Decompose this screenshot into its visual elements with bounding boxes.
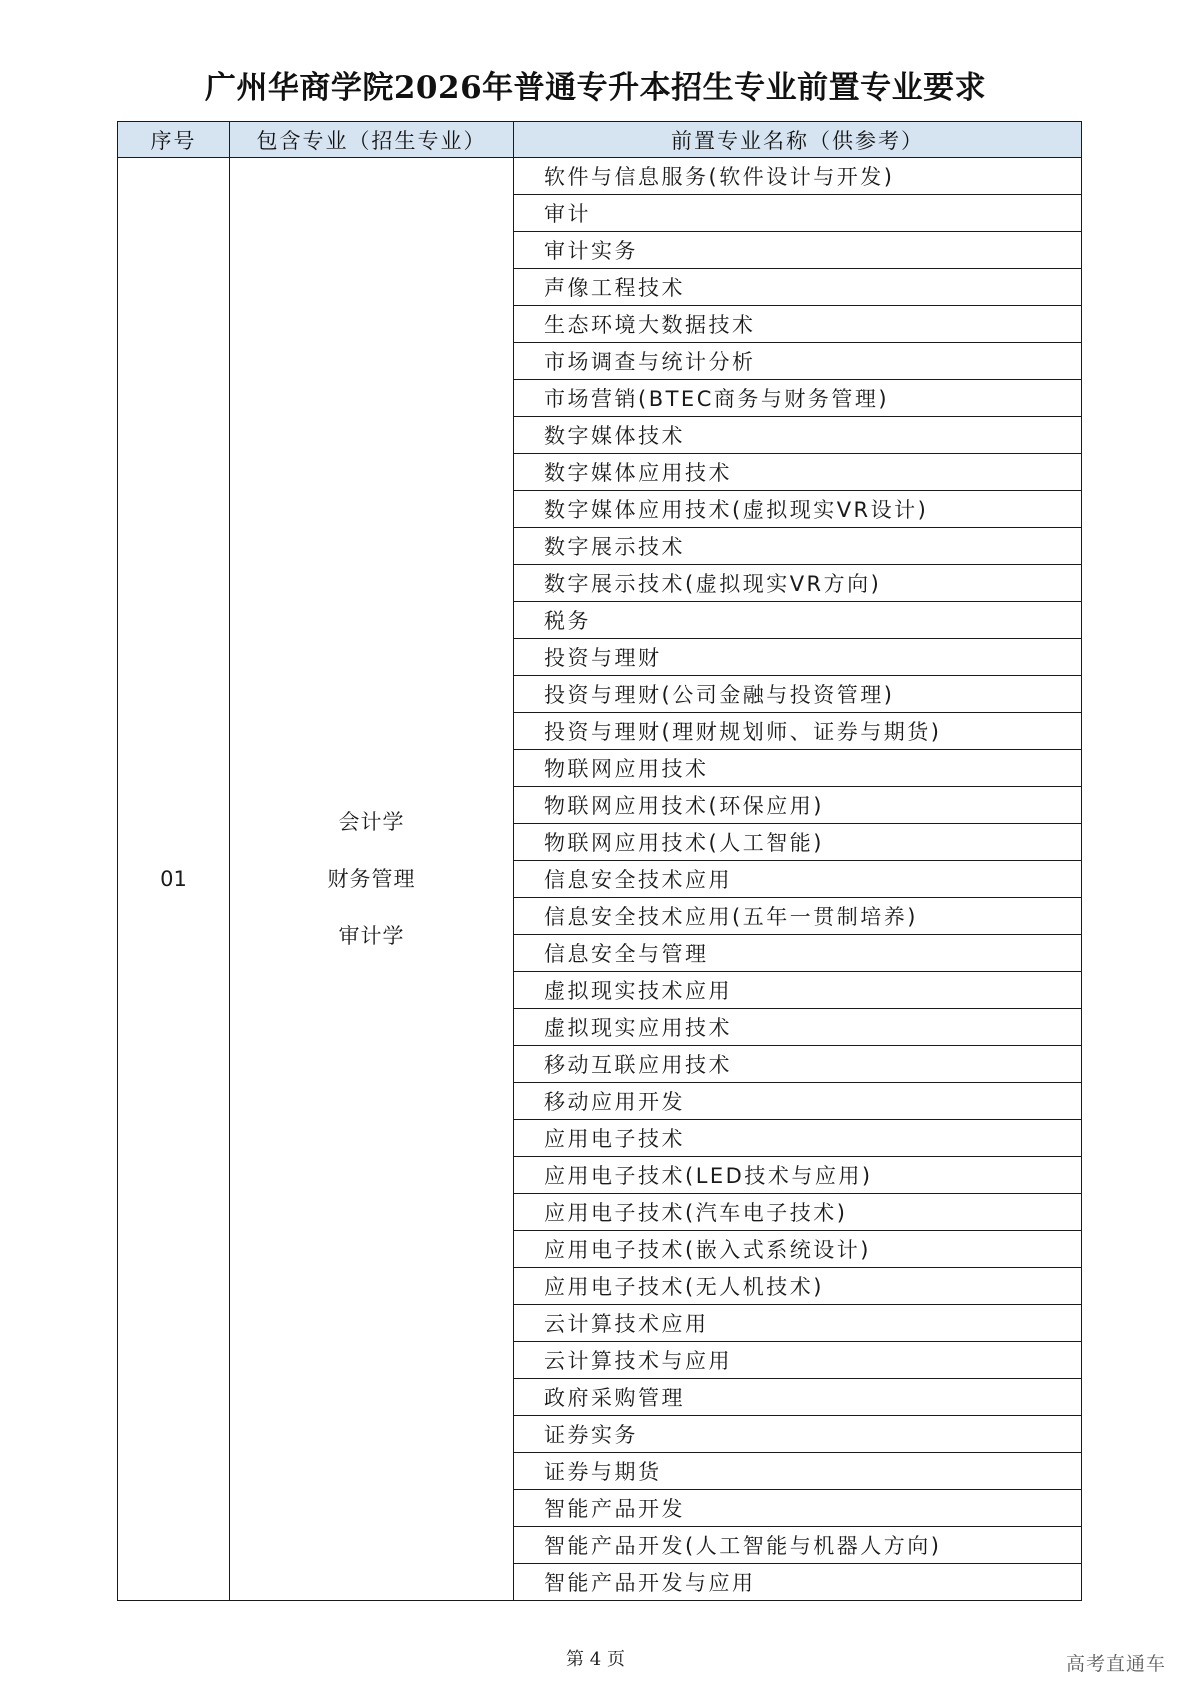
major-name: 财务管理: [327, 866, 416, 891]
prerequisite-major-cell: 政府采购管理: [514, 1379, 1082, 1416]
prerequisite-major-cell: 数字展示技术(虚拟现实VR方向): [514, 565, 1082, 602]
prerequisite-major-cell: 软件与信息服务(软件设计与开发): [514, 158, 1082, 195]
prerequisite-major-cell: 虚拟现实应用技术: [514, 1009, 1082, 1046]
prerequisite-major-cell: 审计实务: [514, 232, 1082, 269]
prerequisite-major-cell: 声像工程技术: [514, 269, 1082, 306]
serial-number-cell: 01: [118, 158, 230, 1601]
prerequisite-major-cell: 信息安全与管理: [514, 935, 1082, 972]
prerequisite-major-cell: 数字展示技术: [514, 528, 1082, 565]
table-header-row: [118, 122, 1082, 158]
document-title: 广州华商学院2026年普通专升本招生专业前置专业要求: [204, 70, 987, 106]
prerequisite-major-cell: 物联网应用技术(人工智能): [514, 824, 1082, 861]
watermark-text: 高考直通车: [1065, 1653, 1166, 1675]
header-serial-number: 序号: [118, 122, 230, 158]
prerequisite-major-cell: 应用电子技术(嵌入式系统设计): [514, 1231, 1082, 1268]
prerequisite-major-cell: 移动应用开发: [514, 1083, 1082, 1120]
major-name: 审计学: [338, 923, 405, 948]
prerequisite-major-cell: 应用电子技术(汽车电子技术): [514, 1194, 1082, 1231]
prerequisite-major-cell: 证券与期货: [514, 1453, 1082, 1490]
header-included-majors: 包含专业（招生专业）: [230, 122, 514, 158]
prerequisite-major-cell: 市场营销(BTEC商务与财务管理): [514, 380, 1082, 417]
prerequisite-major-cell: 信息安全技术应用(五年一贯制培养): [514, 898, 1082, 935]
page-number: 第 4 页: [566, 1649, 625, 1670]
prerequisite-major-cell: 智能产品开发与应用: [514, 1564, 1082, 1601]
major-name: 会计学: [338, 809, 405, 834]
prerequisite-major-cell: 数字媒体应用技术: [514, 454, 1082, 491]
prerequisite-major-cell: 数字媒体应用技术(虚拟现实VR设计): [514, 491, 1082, 528]
table-body: [118, 158, 1082, 1601]
prerequisite-major-cell: 税务: [514, 602, 1082, 639]
prerequisite-major-cell: 投资与理财(公司金融与投资管理): [514, 676, 1082, 713]
prerequisite-major-cell: 数字媒体技术: [514, 417, 1082, 454]
prerequisite-major-cell: 云计算技术应用: [514, 1305, 1082, 1342]
prerequisite-major-cell: 物联网应用技术: [514, 750, 1082, 787]
prerequisite-major-cell: 证券实务: [514, 1416, 1082, 1453]
prerequisite-major-cell: 应用电子技术: [514, 1120, 1082, 1157]
prerequisite-major-cell: 移动互联应用技术: [514, 1046, 1082, 1083]
prerequisite-major-cell: 信息安全技术应用: [514, 861, 1082, 898]
prerequisite-major-cell: 生态环境大数据技术: [514, 306, 1082, 343]
prerequisite-major-cell: 物联网应用技术(环保应用): [514, 787, 1082, 824]
prerequisite-major-cell: 市场调查与统计分析: [514, 343, 1082, 380]
prerequisite-major-cell: 投资与理财(理财规划师、证券与期货): [514, 713, 1082, 750]
table-row: [118, 158, 1082, 195]
prerequisite-majors-table: [117, 121, 1082, 1601]
prerequisite-major-cell: 虚拟现实技术应用: [514, 972, 1082, 1009]
prerequisite-major-cell: 审计: [514, 195, 1082, 232]
prerequisite-major-cell: 智能产品开发: [514, 1490, 1082, 1527]
prerequisite-major-cell: 智能产品开发(人工智能与机器人方向): [514, 1527, 1082, 1564]
prerequisite-major-cell: 云计算技术与应用: [514, 1342, 1082, 1379]
header-prerequisite-majors: 前置专业名称（供参考）: [514, 122, 1082, 158]
prerequisite-major-cell: 应用电子技术(LED技术与应用): [514, 1157, 1082, 1194]
prerequisite-major-cell: 应用电子技术(无人机技术): [514, 1268, 1082, 1305]
included-majors-cell: [230, 158, 514, 1601]
prerequisite-major-cell: 投资与理财: [514, 639, 1082, 676]
